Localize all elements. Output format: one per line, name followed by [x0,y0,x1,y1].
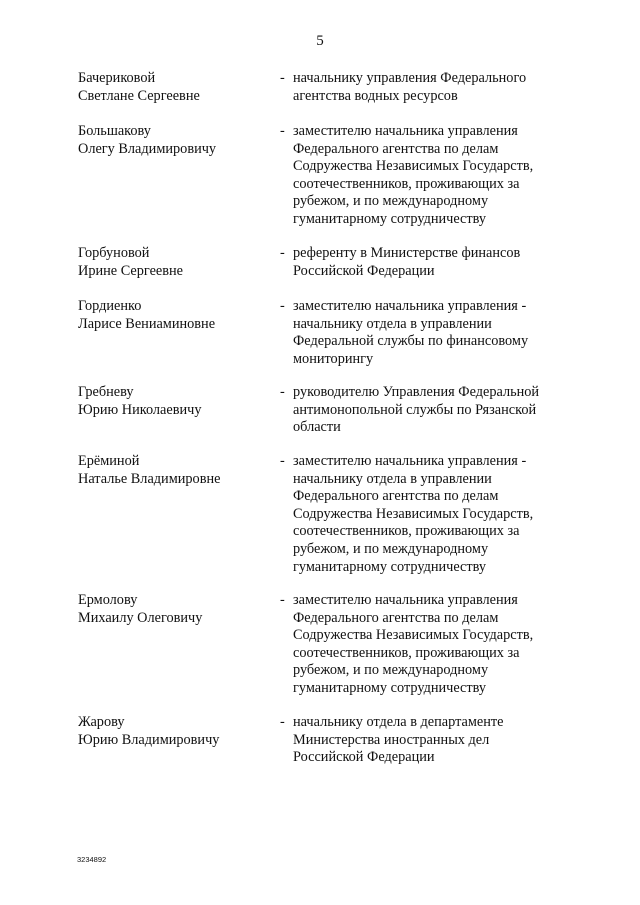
position-title [293,384,568,437]
person-name [78,298,268,333]
person-name-line: Горбуновой [78,245,150,261]
position-line: Российской Федерации [293,749,435,766]
position-line: начальнику отдела в управлении [293,470,492,487]
position-line: рубежом, и по международному [293,540,489,557]
person-name-line: Гордиенко [78,298,142,314]
person-name-line: Гребневу [78,384,134,400]
position-line: мониторингу [293,350,374,367]
position-line: рубежом, и по международному [293,662,489,679]
position-line: Министерства иностранных дел [293,731,490,748]
position-line: соотечественников, проживающих за [293,644,520,661]
position-line: заместителю начальника управления - [293,453,527,469]
position-title [293,298,568,368]
person-name [78,384,268,419]
person-name-line: Жарову [78,714,125,730]
position-line: начальнику управления Федерального [293,70,527,86]
position-line: Федерального агентства по делам [293,609,499,626]
position-line: референту в Министерстве финансов [293,245,521,261]
separator-dash: - [280,70,285,86]
separator-dash: - [280,123,285,139]
position-line: соотечественников, проживающих за [293,523,520,540]
position-line: начальнику отдела в управлении [293,315,492,332]
person-name-line: Юрию Владимировичу [78,731,220,748]
position-line: заместителю начальника управления - [293,298,527,314]
person-name [78,453,268,488]
document-code: 3234892 [77,855,107,864]
position-line: заместителю начальника управления [293,123,518,139]
person-name-line: Ерёминой [78,453,140,469]
person-name-line: Юрию Николаевичу [78,401,202,418]
position-title [293,453,568,576]
person-name [78,714,268,749]
person-name-line: Бачериковой [78,70,156,86]
person-name [78,592,268,627]
position-line: области [293,419,341,436]
position-line: Содружества Независимых Государств, [293,627,534,644]
position-line: рубежом, и по международному [293,193,489,210]
position-line: Содружества Независимых Государств, [293,158,534,175]
position-title [293,70,568,105]
position-line: Федерального агентства по делам [293,140,499,157]
separator-dash: - [280,298,285,314]
position-title [293,714,568,767]
position-line: Содружества Независимых Государств, [293,505,534,522]
person-name-line: Большакову [78,123,151,139]
position-line: гуманитарному сотрудничеству [293,679,487,696]
position-line: руководителю Управления Федеральной [293,384,540,400]
position-title [293,245,568,280]
person-name [78,70,268,105]
page-number: 5 [316,33,324,49]
separator-dash: - [280,714,285,730]
person-name-line: Светлане Сергеевне [78,87,200,104]
position-title [293,592,568,698]
position-line: соотечественников, проживающих за [293,175,520,192]
position-line: Российской Федерации [293,262,435,279]
position-line: Федеральной службы по финансовому [293,333,529,350]
person-name-line: Наталье Владимировне [78,470,221,487]
position-line: антимонопольной службы по Рязанской [293,401,537,418]
position-title [293,123,568,229]
position-line: Федерального агентства по делам [293,488,499,505]
position-line: начальнику отдела в департаменте [293,714,504,730]
separator-dash: - [280,592,285,608]
person-name-line: Михаилу Олеговичу [78,609,203,626]
person-name [78,123,268,158]
separator-dash: - [280,384,285,400]
position-line: гуманитарному сотрудничеству [293,210,487,227]
person-name-line: Олегу Владимировичу [78,140,217,157]
person-name-line: Ирине Сергеевне [78,262,184,279]
person-name [78,245,268,280]
separator-dash: - [280,453,285,469]
person-name-line: Ларисе Вениаминовне [78,315,216,332]
position-line: заместителю начальника управления [293,592,518,608]
position-line: агентства водных ресурсов [293,87,458,104]
separator-dash: - [280,245,285,261]
position-line: гуманитарному сотрудничеству [293,558,487,575]
person-name-line: Ермолову [78,592,138,608]
